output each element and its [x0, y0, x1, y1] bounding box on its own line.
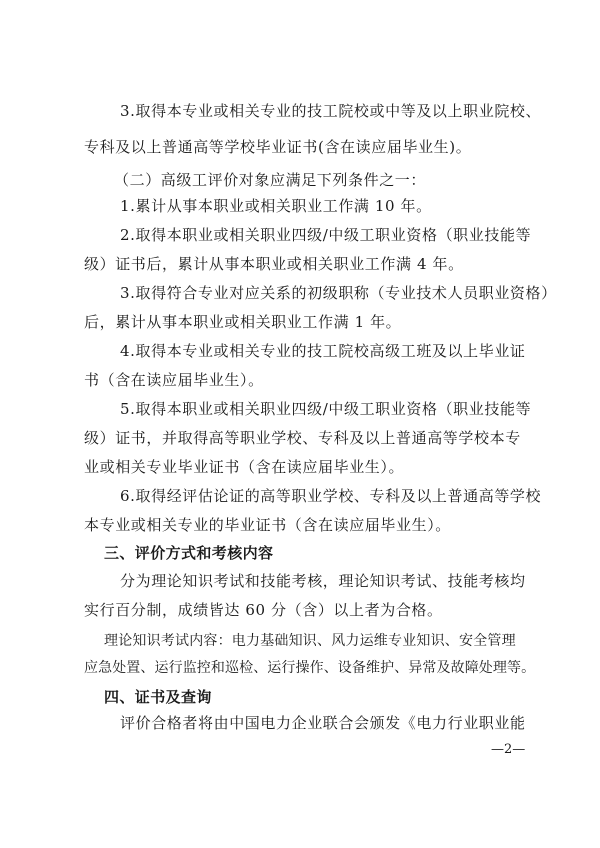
paragraph-line: 5.取得本职业或相关职业四级/中级工职业资格（职业技能等	[120, 400, 532, 418]
paragraph-line: 业或相关专业毕业证书（含在读应届毕业生）。	[84, 458, 405, 476]
section-heading: 三、评价方式和考核内容	[104, 544, 274, 562]
paragraph-line: 应急处置、运行监控和巡检、运行操作、设备维护、异常及故障处理等。	[84, 660, 536, 676]
paragraph-line: 1.累计从事本职业或相关职业工作满 10 年。	[120, 197, 432, 215]
paragraph-line: 6.取得经评估论证的高等职业学校、专科及以上普通高等学校	[120, 487, 542, 505]
section-heading: 四、证书及查询	[104, 688, 212, 706]
paragraph-line: 评价合格者将由中国电力企业联合会颁发《电力行业职业能	[120, 714, 526, 732]
paragraph-line: 实行百分制，成绩皆达 60 分（含）以上者为合格。	[84, 601, 443, 619]
paragraph-line: 3.取得本专业或相关专业的技工院校或中等及以上职业院校、	[120, 102, 542, 120]
subsection-heading: （二）高级工评价对象应满足下列条件之一：	[114, 171, 427, 189]
page-number: —2—	[491, 742, 526, 757]
paragraph-line: 4.取得本专业或相关专业的技工院校高级工班及以上毕业证	[120, 342, 526, 360]
paragraph-line: 级）证书后，累计从事本职业或相关职业工作满 4 年。	[84, 255, 464, 273]
paragraph-line: 理论知识考试内容：电力基础知识、风力运维专业知识、安全管理	[104, 633, 516, 649]
paragraph-line: 专科及以上普通高等学校毕业证书(含在读应届毕业生)。	[84, 138, 472, 156]
paragraph-line: 3.取得符合专业对应关系的初级职称（专业技术人员职业资格）	[120, 284, 557, 302]
paragraph-line: 书（含在读应届毕业生）。	[84, 371, 264, 389]
paragraph-line: 本专业或相关专业的毕业证书（含在读应届毕业生）。	[84, 516, 451, 534]
paragraph-line: 级）证书，并取得高等职业学校、专科及以上普通高等学校本专	[84, 429, 521, 447]
paragraph-line: 后，累计从事本职业或相关职业工作满 1 年。	[84, 313, 402, 331]
paragraph-line: 2.取得本职业或相关职业四级/中级工职业资格（职业技能等	[120, 226, 532, 244]
paragraph-line: 分为理论知识考试和技能考核，理论知识考试、技能考核均	[120, 572, 526, 590]
